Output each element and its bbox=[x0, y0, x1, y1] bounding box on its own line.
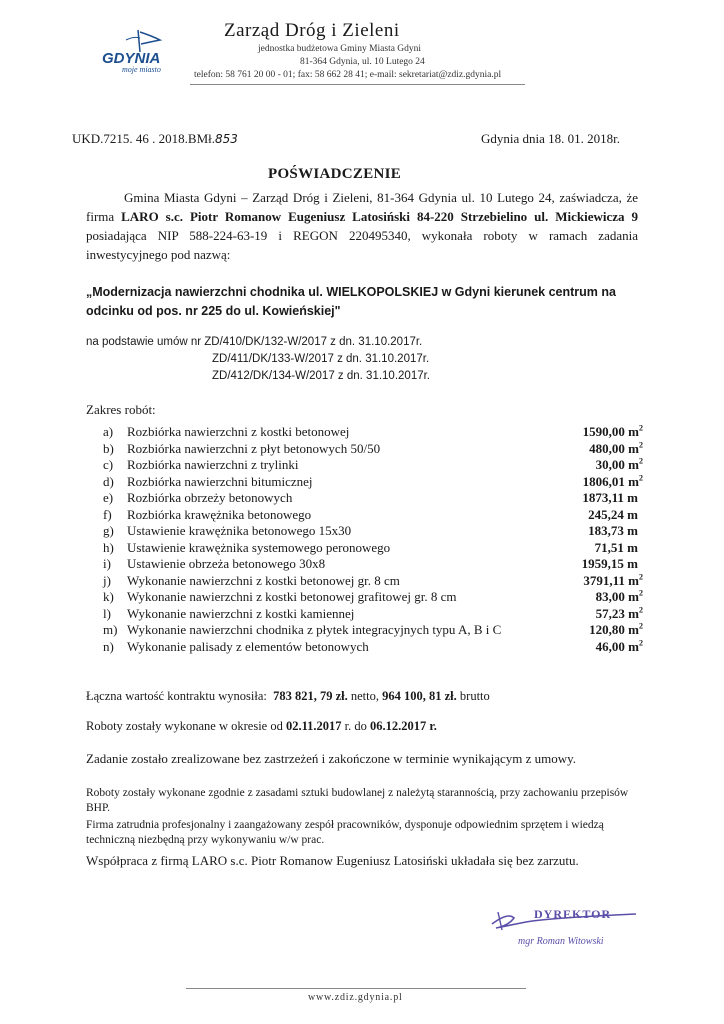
work-item bbox=[103, 441, 643, 458]
work-period bbox=[86, 719, 437, 734]
period-from: 02.11.2017 bbox=[285, 719, 342, 733]
work-item bbox=[103, 573, 643, 590]
work-item-text: Rozbiórka obrzeży betonowych bbox=[127, 490, 293, 505]
work-item bbox=[103, 490, 643, 507]
work-item-text: Wykonanie palisady z elementów betonowych bbox=[127, 638, 369, 654]
document-title: POŚWIADCZENIE bbox=[268, 166, 402, 182]
work-item-quantity-value: 1959,15 m bbox=[581, 556, 638, 571]
work-item-letter: g) bbox=[103, 523, 114, 538]
work-item-text: Wykonanie nawierzchni z kostki betonowej gr. 8 cm bbox=[127, 572, 400, 588]
square-unit-mark: 2 bbox=[639, 638, 643, 648]
contract-line-3: ZD/412/DK/134-W/2017 z dn. 31.10.2017r. bbox=[212, 370, 430, 382]
work-item-quantity-value: 120,80 m bbox=[589, 622, 639, 637]
gdynia-logo bbox=[100, 26, 180, 74]
square-unit-mark: 2 bbox=[639, 440, 643, 450]
scope-label: Zakres robót: bbox=[86, 402, 156, 417]
paragraph-staff: Firma zatrudnia profesjonalny i zaangażowany zespół pracowników, dysponuje odpowiednim sprzętem i wiedzą techniczną niezbędną przy wykonywaniu w/w prac. bbox=[86, 819, 604, 846]
work-item-quantity-value: 245,24 m bbox=[588, 506, 638, 522]
work-item bbox=[103, 424, 643, 441]
work-item-quantity-value: 71,51 m bbox=[594, 539, 638, 555]
square-unit-mark: 2 bbox=[639, 456, 643, 466]
contract-line-2: ZD/411/DK/133-W/2017 z dn. 31.10.2017r. bbox=[212, 353, 430, 365]
square-unit-mark: 2 bbox=[639, 588, 643, 598]
work-item-quantity-value: 46,00 m bbox=[595, 638, 639, 654]
square-unit-mark: 2 bbox=[639, 621, 643, 631]
work-item bbox=[103, 622, 643, 639]
work-item-quantity-value: 3791,11 m bbox=[583, 572, 639, 588]
work-item-letter: c) bbox=[103, 457, 114, 472]
work-item bbox=[103, 523, 643, 540]
work-item-quantity-value: 83,00 m bbox=[595, 589, 639, 604]
work-item-letter: l) bbox=[103, 605, 111, 621]
logo-text: GDYNIA bbox=[102, 50, 161, 67]
work-item-letter: e) bbox=[103, 490, 114, 505]
work-item-quantity-value: 1590,00 m bbox=[582, 424, 639, 439]
work-item bbox=[103, 457, 643, 474]
work-item-quantity bbox=[523, 474, 643, 491]
work-item-quantity bbox=[523, 523, 643, 540]
org-name: Zarząd Dróg i Zieleni bbox=[224, 20, 400, 41]
period-mid: r. do bbox=[341, 719, 371, 733]
work-item-quantity bbox=[523, 639, 643, 656]
header-divider bbox=[190, 84, 525, 85]
value-net-suffix: netto, bbox=[347, 689, 383, 703]
logo-tagline: moje miasto bbox=[122, 65, 161, 74]
work-item-quantity-value: 30,00 m bbox=[595, 457, 639, 472]
org-contact: telefon: 58 761 20 00 - 01; fax: 58 662 28 41; e-mail: sekretariat@zdiz.gdynia.pl bbox=[194, 70, 502, 80]
value-gross-suffix: brutto bbox=[456, 689, 490, 703]
work-item-letter: f) bbox=[103, 506, 112, 522]
square-unit-mark: 2 bbox=[639, 473, 643, 483]
work-item-letter: i) bbox=[103, 556, 111, 571]
square-unit-mark: 2 bbox=[639, 423, 643, 433]
work-item-quantity bbox=[523, 573, 643, 590]
square-unit-mark: 2 bbox=[639, 572, 643, 582]
work-item-quantity bbox=[523, 622, 643, 639]
signature-role: DYREKTOR bbox=[534, 907, 612, 921]
work-item-text: Wykonanie nawierzchni z kostki kamiennej bbox=[127, 605, 355, 621]
work-item-text: Rozbiórka nawierzchni z płyt betonowych 50/50 bbox=[127, 440, 381, 456]
paragraph-cooperation: Współpraca z firmą LARO s.c. Piotr Romanow Eugeniusz Latosiński układała się bez zarzutu. bbox=[86, 853, 579, 868]
work-item-text: Wykonanie nawierzchni chodnika z płytek integracyjnych typu A, B i C bbox=[127, 622, 502, 637]
work-item-letter: h) bbox=[103, 539, 114, 555]
work-item-quantity-value: 183,73 m bbox=[588, 523, 638, 538]
work-item bbox=[103, 606, 643, 623]
work-item-quantity bbox=[523, 540, 643, 557]
work-item-text: Ustawienie krawężnika systemowego peronowego bbox=[127, 539, 391, 555]
intro-part1: Gmina Miasta Gdyni – Zarząd Dróg i Zieleni, 81-364 Gdynia ul. 10 Lutego 24, zaświadcza, że firma bbox=[86, 190, 638, 224]
works-list bbox=[103, 424, 643, 655]
work-item bbox=[103, 556, 643, 573]
work-item bbox=[103, 474, 643, 491]
work-item-letter: k) bbox=[103, 589, 114, 604]
period-label: Roboty zostały wykonane w okresie od bbox=[86, 719, 286, 733]
work-item bbox=[103, 589, 643, 606]
work-item-quantity bbox=[523, 441, 643, 458]
paragraph-completion: Zadanie zostało zrealizowane bez zastrzeżeń i zakończone w terminie wynikającym z umowy. bbox=[86, 751, 577, 766]
work-item-quantity-value: 57,23 m bbox=[595, 605, 639, 621]
work-item-letter: a) bbox=[103, 424, 114, 439]
work-item bbox=[103, 540, 643, 557]
reference-prefix: UKD.7215. 46 . 2018.BMł. bbox=[72, 131, 216, 146]
work-item-letter: d) bbox=[103, 473, 114, 489]
footer-divider bbox=[186, 988, 526, 989]
work-item-text: Rozbiórka nawierzchni bitumicznej bbox=[127, 473, 313, 489]
work-item-quantity bbox=[523, 457, 643, 474]
signature-name: mgr Roman Witowski bbox=[518, 936, 604, 947]
work-item bbox=[103, 507, 643, 524]
work-item-text: Wykonanie nawierzchni z kostki betonowej grafitowej gr. 8 cm bbox=[127, 589, 457, 604]
contract-line-1: na podstawie umów nr ZD/410/DK/132-W/2017 z dn. 31.10.2017r. bbox=[86, 336, 423, 348]
work-item-quantity bbox=[523, 606, 643, 623]
value-gross: 964 100, 81 zł. bbox=[382, 689, 457, 703]
period-to: 06.12.2017 r. bbox=[370, 719, 437, 733]
work-item-letter: n) bbox=[103, 638, 114, 654]
work-item-text: Rozbiórka nawierzchni z kostki betonowej bbox=[127, 424, 350, 439]
intro-part2: posiadająca NIP 588-224-63-19 i REGON 220495340, wykonała roboty w ramach zadania inwestycyjnego pod nazwą: bbox=[86, 228, 638, 262]
work-item-quantity-value: 480,00 m bbox=[589, 440, 639, 456]
work-item-quantity-value: 1873,11 m bbox=[582, 490, 638, 505]
square-unit-mark: 2 bbox=[639, 605, 643, 615]
project-name: „Modernizacja nawierzchni chodnika ul. WIELKOPOLSKIEJ w Gdyni kierunek centrum na odcinku od pos. nr 225 do ul. Kowieńskiej" bbox=[86, 285, 616, 318]
work-item-text: Ustawienie obrzeża betonowego 30x8 bbox=[127, 556, 326, 571]
work-item-letter: b) bbox=[103, 440, 114, 456]
document-date: Gdynia dnia 18. 01. 2018r. bbox=[481, 131, 621, 146]
org-subtitle: jednostka budżetowa Gminy Miasta Gdyni bbox=[258, 44, 422, 54]
work-item-quantity bbox=[523, 507, 643, 524]
company-name: LARO s.c. Piotr Romanow Eugeniusz Latosiński 84-220 Strzebielino ul. Mickiewicza 9 bbox=[121, 209, 638, 224]
work-item-quantity bbox=[523, 556, 643, 573]
value-label: Łączna wartość kontraktu wynosiła: bbox=[86, 689, 267, 703]
work-item-quantity bbox=[523, 589, 643, 606]
work-item bbox=[103, 639, 643, 656]
work-item-quantity-value: 1806,01 m bbox=[582, 473, 639, 489]
work-item-letter: j) bbox=[103, 572, 111, 588]
work-item-quantity bbox=[523, 490, 643, 507]
intro-paragraph bbox=[86, 188, 638, 264]
handwritten-number: 853 bbox=[215, 132, 238, 146]
org-address: 81-364 Gdynia, ul. 10 Lutego 24 bbox=[300, 57, 425, 67]
work-item-text: Rozbiórka krawężnika betonowego bbox=[127, 506, 312, 522]
reference-number bbox=[72, 131, 238, 147]
value-net: 783 821, 79 zł. bbox=[273, 689, 348, 703]
paragraph-quality: Roboty zostały wykonane zgodnie z zasadami sztuki budowlanej z należytą starannością, przy zachowaniu przepisów BHP. bbox=[86, 787, 629, 814]
work-item-text: Ustawienie krawężnika betonowego 15x30 bbox=[127, 523, 352, 538]
work-item-letter: m) bbox=[103, 622, 118, 637]
signature-stamp bbox=[478, 904, 648, 954]
footer-url: www.zdiz.gdynia.pl bbox=[308, 992, 403, 1003]
work-item-text: Rozbiórka nawierzchni z trylinki bbox=[127, 457, 299, 472]
work-item-quantity bbox=[523, 424, 643, 441]
contract-value bbox=[86, 689, 490, 704]
